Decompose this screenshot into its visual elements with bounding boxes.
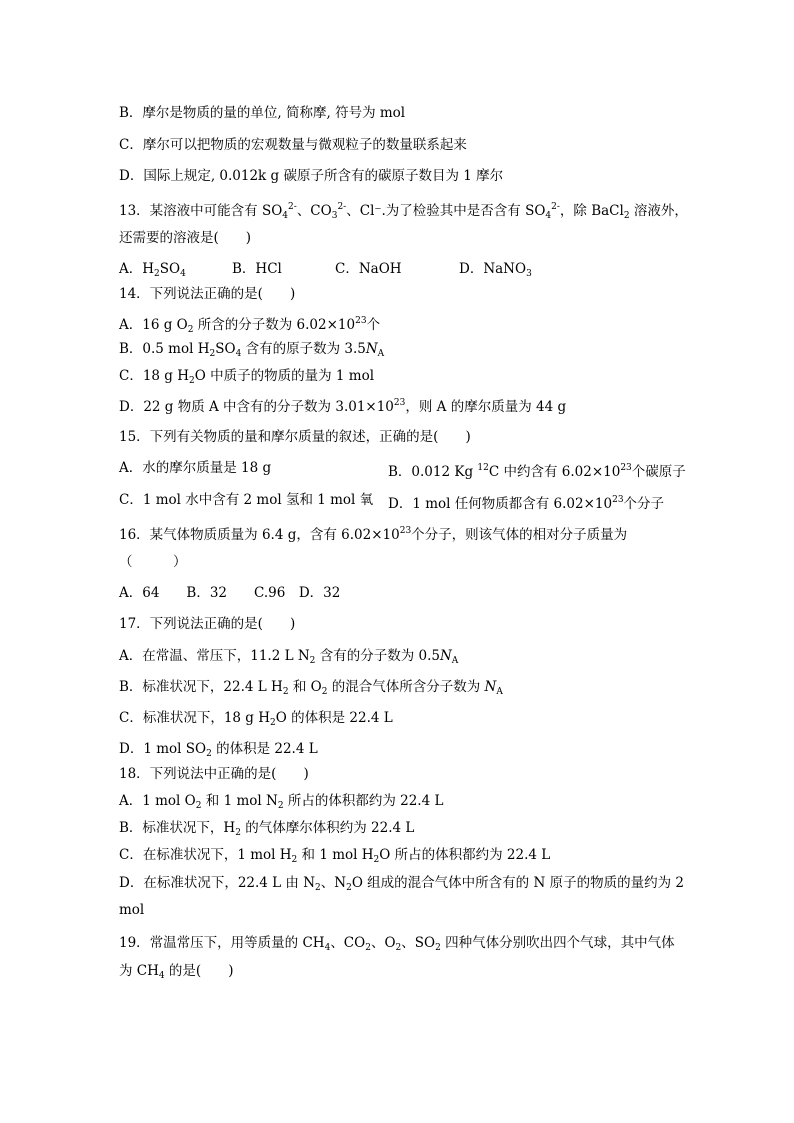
question-19: 19．常温常压下，用等质量的 $CH_4$、$CO_2$、$O_2$、$SO_2$ 四种气体分别吹出四个气球，其中气体 [119, 935, 675, 953]
q17-option-a: A．在常温、常压下，11.2 L $N_2$ 含有的分子数为 $0.5N_A$ [119, 648, 459, 666]
q15-option-c: C．1 mol 水中含有 2 mol 氢和 1 mol 氧 [119, 492, 374, 508]
q15-option-d: D．1 mol 任何物质都含有 $6.02\times 10^{23}$个分子 [388, 495, 665, 512]
q18-option-b: B．标准状况下，$H_2$ 的气体摩尔体积约为 22.4 L [119, 820, 415, 838]
q18-option-c: C．在标准状况下，1 mol $H_2$ 和 1 mol $H_2O$ 所占的体积都约为 22.4 L [119, 847, 551, 865]
q17-option-d: D．1 mol $SO_2$ 的体积是 22.4 L [119, 741, 318, 759]
question-16-line2: （ ） [119, 554, 187, 570]
q13-option-c: C．NaOH [335, 261, 402, 277]
question-18: 18．下列说法中正确的是( ) [119, 766, 309, 782]
question-16: 16．某气体物质质量为 6.4 g，含有 $6.02\times 10^{23}$个分子，则该气体的相对分子质量为 [119, 526, 628, 543]
q16-options: A．64 B．32 C.96 D．32 [119, 585, 341, 601]
q17-option-b: B．标准状况下，22.4 L $H_2$ 和 $O_2$ 的混合气体所含分子数为 $N_A$ [119, 679, 503, 697]
q14-option-d: D．22 g 物质 A 中含有的分子数为 $3.01\times 10^{23}$，则 A 的摩尔质量为 44 g [119, 398, 567, 415]
option-d-carbon: D．国际上规定, 0.012k g 碳原子所含有的碳原子数目为 1 摩尔 [119, 168, 504, 184]
option-b-mol-unit: B．摩尔是物质的量的单位, 简称摩, 符号为 mol [119, 105, 406, 121]
option-c-mol-link: C．摩尔可以把物质的宏观数量与微观粒子的数量联系起来 [119, 137, 467, 153]
q18-option-d-line2: mol [119, 902, 145, 918]
q13-option-a: A．$H_2SO_4$ [119, 261, 186, 279]
q17-option-c: C．标准状况下，18 g $H_2O$ 的体积是 22.4 L [119, 710, 393, 728]
question-14: 14．下列说法正确的是( ) [119, 286, 296, 302]
q13-option-b: B．HCl [232, 261, 282, 277]
q14-option-a: A．16 g $O_2$ 所含的分子数为 $6.02\times 10^{23}$个 [119, 316, 381, 335]
q18-option-d: D．在标准状况下，22.4 L 由 $N_2$、$N_2O$ 组成的混合气体中所含有的 N 原子的物质的量约为 2 [119, 875, 684, 893]
q15-option-b: B．0.012 Kg $^{12}$C 中约含有 $6.02\times 10^{23}$个碳原子 [388, 463, 686, 480]
question-15: 15．下列有关物质的量和摩尔质量的叙述，正确的是( ) [119, 429, 471, 445]
q14-option-b: B．0.5 mol $H_2SO_4$ 含有的原子数为 $3.5N_A$ [119, 341, 385, 359]
q15-option-a: A．水的摩尔质量是 18 g [119, 460, 272, 476]
question-13-line2: 还需要的溶液是( ) [119, 230, 252, 246]
question-17: 17．下列说法正确的是( ) [119, 616, 296, 632]
q14-option-c: C．18 g $H_2O$ 中质子的物质的量为 1 mol [119, 368, 375, 386]
q18-option-a: A．1 mol $O_2$ 和 1 mol $N_2$ 所占的体积都约为 22.4 L [119, 793, 444, 811]
question-13: 13．某溶液中可能含有 $SO_4^{2-}$、$CO_3^{2-}$、Cl⁻.为了检验其中是否含有 $SO_4^{2-}$，除 BaCl$_2$ 溶液外， [119, 202, 688, 221]
q13-option-d: D．NaNO$_3$ [459, 261, 532, 279]
question-19-line2: 为 $CH_4$ 的是( ) [119, 963, 234, 981]
